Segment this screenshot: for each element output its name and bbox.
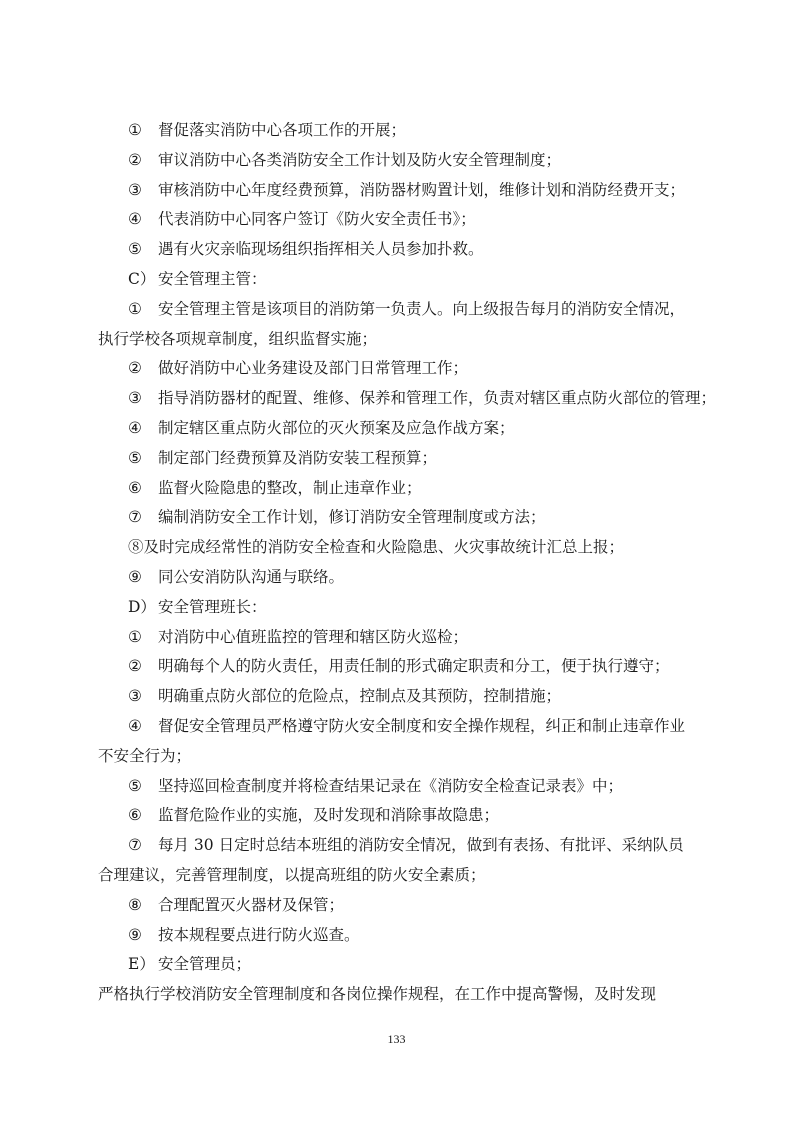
list-item <box>128 384 717 414</box>
list-item <box>128 205 696 235</box>
section-heading <box>128 265 696 295</box>
list-item <box>128 921 696 951</box>
item-text: 明确重点防火部位的危险点，控制点及其预防，控制措施； <box>158 687 562 706</box>
item-marker: ④ <box>128 210 142 229</box>
item-marker: ⑦ <box>128 836 142 855</box>
item-marker: ⑤ <box>128 776 142 795</box>
item-text: 审议消防中心各类消防安全工作计划及防火安全管理制度； <box>158 150 562 169</box>
item-text: 合理配置灭火器材及保管； <box>158 895 345 914</box>
list-item <box>128 831 696 861</box>
item-text: 督促安全管理员严格遵守防火安全制度和安全操作规程，纠正和制止违章作业 <box>158 716 686 735</box>
section-marker: E） <box>128 955 155 974</box>
item-marker: ⑨ <box>128 925 142 944</box>
list-item <box>128 295 696 325</box>
list-item <box>128 712 696 742</box>
list-item: ⑧及时完成经常性的消防安全检查和火险隐患、火灾事故统计汇总上报； <box>128 538 625 557</box>
item-text: 监督危险作业的实施，及时发现和消除事故隐患； <box>158 806 500 825</box>
list-item <box>128 176 696 206</box>
list-item <box>128 503 696 533</box>
item-marker: ① <box>128 627 142 646</box>
item-marker: ③ <box>128 180 142 199</box>
list-item <box>128 146 696 176</box>
page-number: 133 <box>387 1032 406 1046</box>
item-text: 安全管理主管是该项目的消防第一负责人。向上级报告每月的消防安全情况， <box>158 299 686 318</box>
item-marker: ⑤ <box>128 448 142 467</box>
list-item <box>128 414 696 444</box>
section-title: 安全管理主管： <box>158 269 267 288</box>
section-heading <box>128 950 696 980</box>
list-item <box>128 623 696 653</box>
item-marker: ⑤ <box>128 240 142 259</box>
section-title: 安全管理班长： <box>158 597 267 616</box>
item-text: 明确每个人的防火责任，用责任制的形式确定职责和分工，便于执行遵守； <box>158 657 670 676</box>
item-marker: ④ <box>128 418 142 437</box>
item-marker: ② <box>128 657 142 676</box>
item-text: 审核消防中心年度经费预算，消防器材购置计划，维修计划和消防经费开支； <box>158 180 686 199</box>
list-item <box>128 444 696 474</box>
section-title: 安全管理员； <box>158 955 252 974</box>
item-marker: ① <box>128 121 142 139</box>
item-marker: ⑦ <box>128 508 142 527</box>
body-text <box>98 116 717 1010</box>
item-marker: ③ <box>128 389 142 408</box>
item-text: 制定辖区重点防火部位的灭火预案及应急作战方案； <box>158 418 515 437</box>
list-item <box>128 563 696 593</box>
item-text: 对消防中心值班监控的管理和辖区防火巡检； <box>158 627 469 646</box>
item-text: 督促落实消防中心各项工作的开展； <box>158 121 407 139</box>
item-text: 代表消防中心同客户签订《防火安全责任书》； <box>158 210 476 229</box>
item-text: 编制消防安全工作计划，修订消防安全管理制度或方法； <box>158 508 546 527</box>
list-item <box>128 652 696 682</box>
section-marker: D） <box>128 597 156 616</box>
list-item <box>128 354 696 384</box>
list-item <box>128 682 696 712</box>
continuation-line: 不安全行为； <box>98 746 192 765</box>
item-marker: ① <box>128 299 142 318</box>
item-text: 做好消防中心业务建设及部门日常管理工作； <box>158 359 469 378</box>
continuation-line: 合理建议，完善管理制度，以提高班组的防火安全素质； <box>98 865 486 884</box>
item-text: 遇有火灾亲临现场组织指挥相关人员参加扑救。 <box>158 240 484 259</box>
item-text: 制定部门经费预算及消防安装工程预算； <box>158 448 438 467</box>
item-marker: ⑥ <box>128 806 142 825</box>
continuation-line: 执行学校各项规章制度，组织监督实施； <box>98 329 378 348</box>
list-item <box>128 891 696 921</box>
item-text: 按本规程要点进行防火巡查。 <box>158 925 360 944</box>
item-marker: ② <box>128 150 142 169</box>
item-marker: ⑧ <box>128 895 142 914</box>
list-item <box>128 772 696 802</box>
item-marker: ④ <box>128 716 142 735</box>
list-item <box>128 235 696 265</box>
list-item <box>128 801 696 831</box>
section-heading <box>128 593 696 623</box>
item-text: 指导消防器材的配置、维修、保养和管理工作，负责对辖区重点防火部位的管理； <box>158 389 717 408</box>
item-marker: ⑨ <box>128 567 142 586</box>
item-text: 每月 30 日定时总结本班组的消防安全情况，做到有表扬、有批评、采纳队员 <box>158 836 684 855</box>
item-marker: ③ <box>128 687 142 706</box>
continuation-line: 严格执行学校消防安全管理制度和各岗位操作规程，在工作中提高警惕，及时发现 <box>98 985 657 1004</box>
section-marker: C） <box>128 269 156 288</box>
item-marker: ② <box>128 359 142 378</box>
item-text: 监督火险隐患的整改，制止违章作业； <box>158 478 422 497</box>
item-marker: ⑥ <box>128 478 142 497</box>
item-text: 坚持巡回检查制度并将检查结果记录在《消防安全检查记录表》中； <box>158 776 624 795</box>
list-item <box>128 116 696 146</box>
item-text: 同公安消防队沟通与联络。 <box>158 567 345 586</box>
list-item <box>128 474 696 504</box>
